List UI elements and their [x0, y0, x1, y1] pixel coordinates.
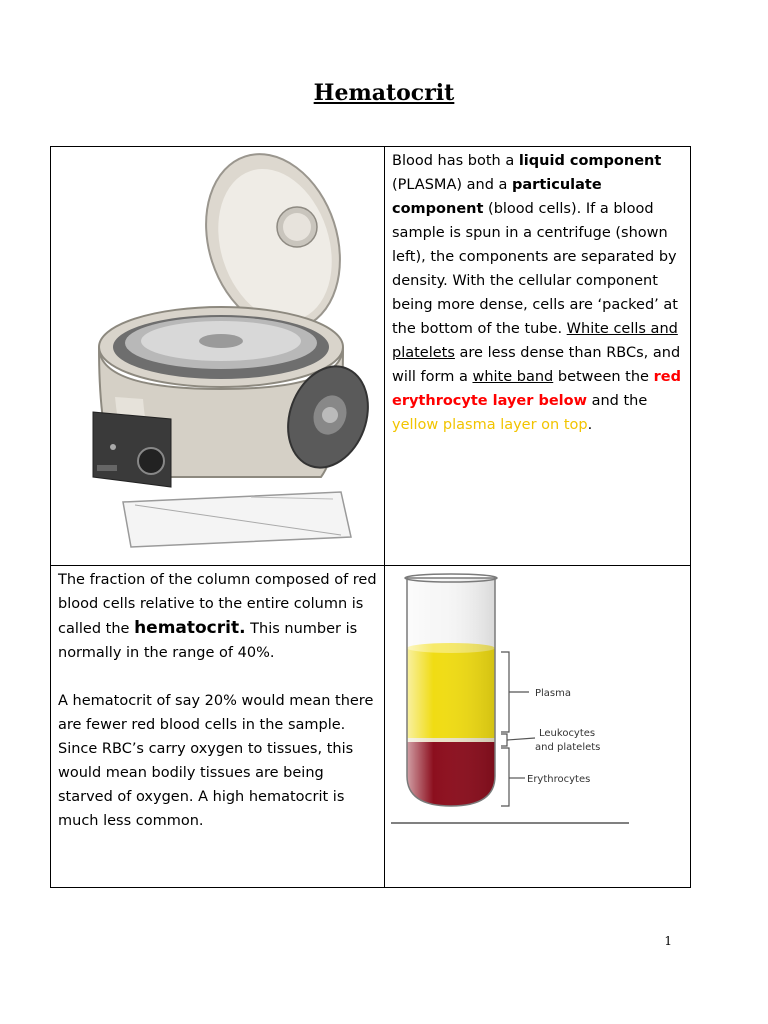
centrifuge-cell [51, 147, 385, 566]
liquid-component-term: liquid component [518, 153, 662, 169]
particulate-component-term: particulate component [392, 177, 602, 217]
test-tube-diagram [385, 566, 690, 883]
leukocytes-label: Leukocytes [539, 728, 596, 739]
description-cell [385, 147, 691, 566]
white-cells-term: White cells and platelets [392, 321, 678, 361]
table-row [51, 147, 691, 566]
red-layer-term: red erythrocyte layer below [392, 369, 681, 409]
content-table [50, 146, 691, 888]
description-text: Blood has both a liquid component (PLASMA) and a particulate component (blood cells). If a blood sample is spun in a centrifuge (shown left), the components are separated by density. With the cellular component being more dense, cells are ‘packed’ at the bottom of the tube. White cells and platelets are less dense than RBCs, and will form a white band between the red erythrocyte layer below and the yellow plasma layer on top. [392, 153, 681, 433]
platelets-label: and platelets [535, 742, 601, 753]
yellow-layer-term: yellow plasma layer on top [392, 417, 588, 433]
white-band-term: white band [472, 369, 554, 385]
plasma-label: Plasma [535, 688, 572, 699]
page-number: 1 [664, 934, 672, 948]
hematocrit-term: hematocrit. [134, 618, 246, 638]
explanation-cell [51, 566, 385, 888]
centrifuge-image [51, 147, 384, 561]
page-title: Hematocrit [313, 80, 455, 106]
erythrocytes-label: Erythrocytes [527, 774, 591, 785]
tube-cell [385, 566, 691, 888]
explanation-text: The fraction of the column composed of red blood cells relative to the entire column is called the hematocrit. This number is normally in the range of 40%. A hematocrit of say 20% would mean there are fewer red blood cells in the sample. Since RBC’s carry oxygen to tissues, this would mean bodily tissues are being starved of oxygen. A high hematocrit is much less common. [58, 572, 377, 829]
table-row [51, 566, 691, 888]
